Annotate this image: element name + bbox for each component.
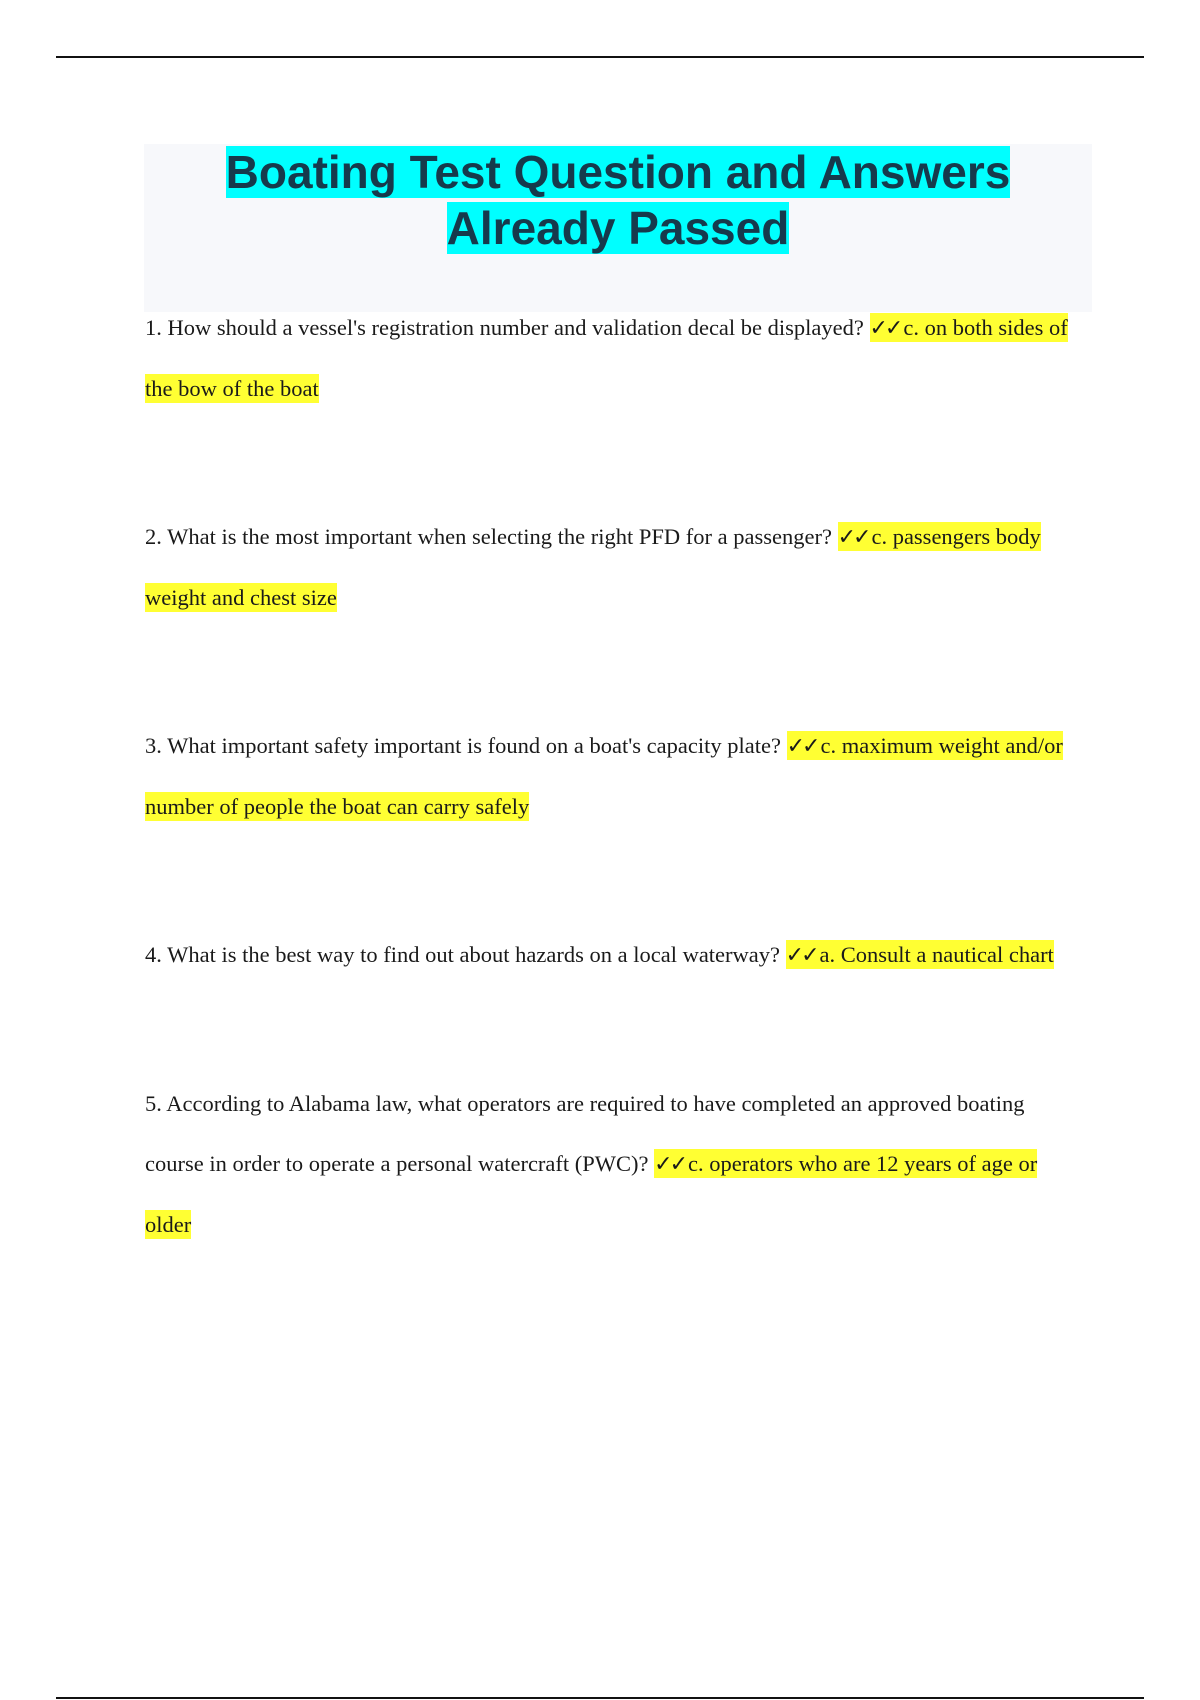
double-check-icon: ✓✓: [786, 734, 818, 759]
qa-item-1: [145, 298, 1085, 419]
question-text: 1. How should a vessel's registration number and validation decal be displayed?: [145, 315, 864, 340]
answer-text: a. Consult a nautical chart: [819, 942, 1054, 967]
question-text: 5. According to Alabama law, what operators are required to have completed an approved boating course in order to operate a personal watercraft (PWC)?: [145, 1091, 1025, 1176]
qa-list: [145, 298, 1085, 1255]
double-check-icon: ✓✓: [869, 316, 901, 341]
question-text: 2. What is the most important when selecting the right PFD for a passenger?: [145, 524, 832, 549]
top-rule: [56, 56, 1144, 58]
qa-item-4: [145, 925, 1085, 986]
document-title: Boating Test Question and Answers Already Passed: [225, 146, 1011, 254]
title-banner: [144, 144, 1092, 312]
double-check-icon: ✓✓: [654, 1152, 686, 1177]
qa-item-2: [145, 507, 1085, 628]
answer-text: c. operators who are 12 years of age or older: [145, 1151, 1038, 1237]
question-text: 3. What important safety important is found on a boat's capacity plate?: [145, 733, 781, 758]
answer-text: c. maximum weight and/or number of people the boat can carry safely: [145, 733, 1063, 819]
qa-item-5: [145, 1074, 1085, 1255]
answer-highlight: [786, 940, 1054, 969]
answer-text: c. on both sides of the bow of the boat: [145, 315, 1068, 401]
question-text: 4. What is the best way to find out about hazards on a local waterway?: [145, 942, 781, 967]
qa-item-3: [145, 716, 1085, 837]
answer-text: c. passengers body weight and chest size: [145, 524, 1041, 610]
bottom-rule: [56, 1697, 1144, 1699]
double-check-icon: ✓✓: [785, 943, 817, 968]
double-check-icon: ✓✓: [837, 525, 869, 550]
